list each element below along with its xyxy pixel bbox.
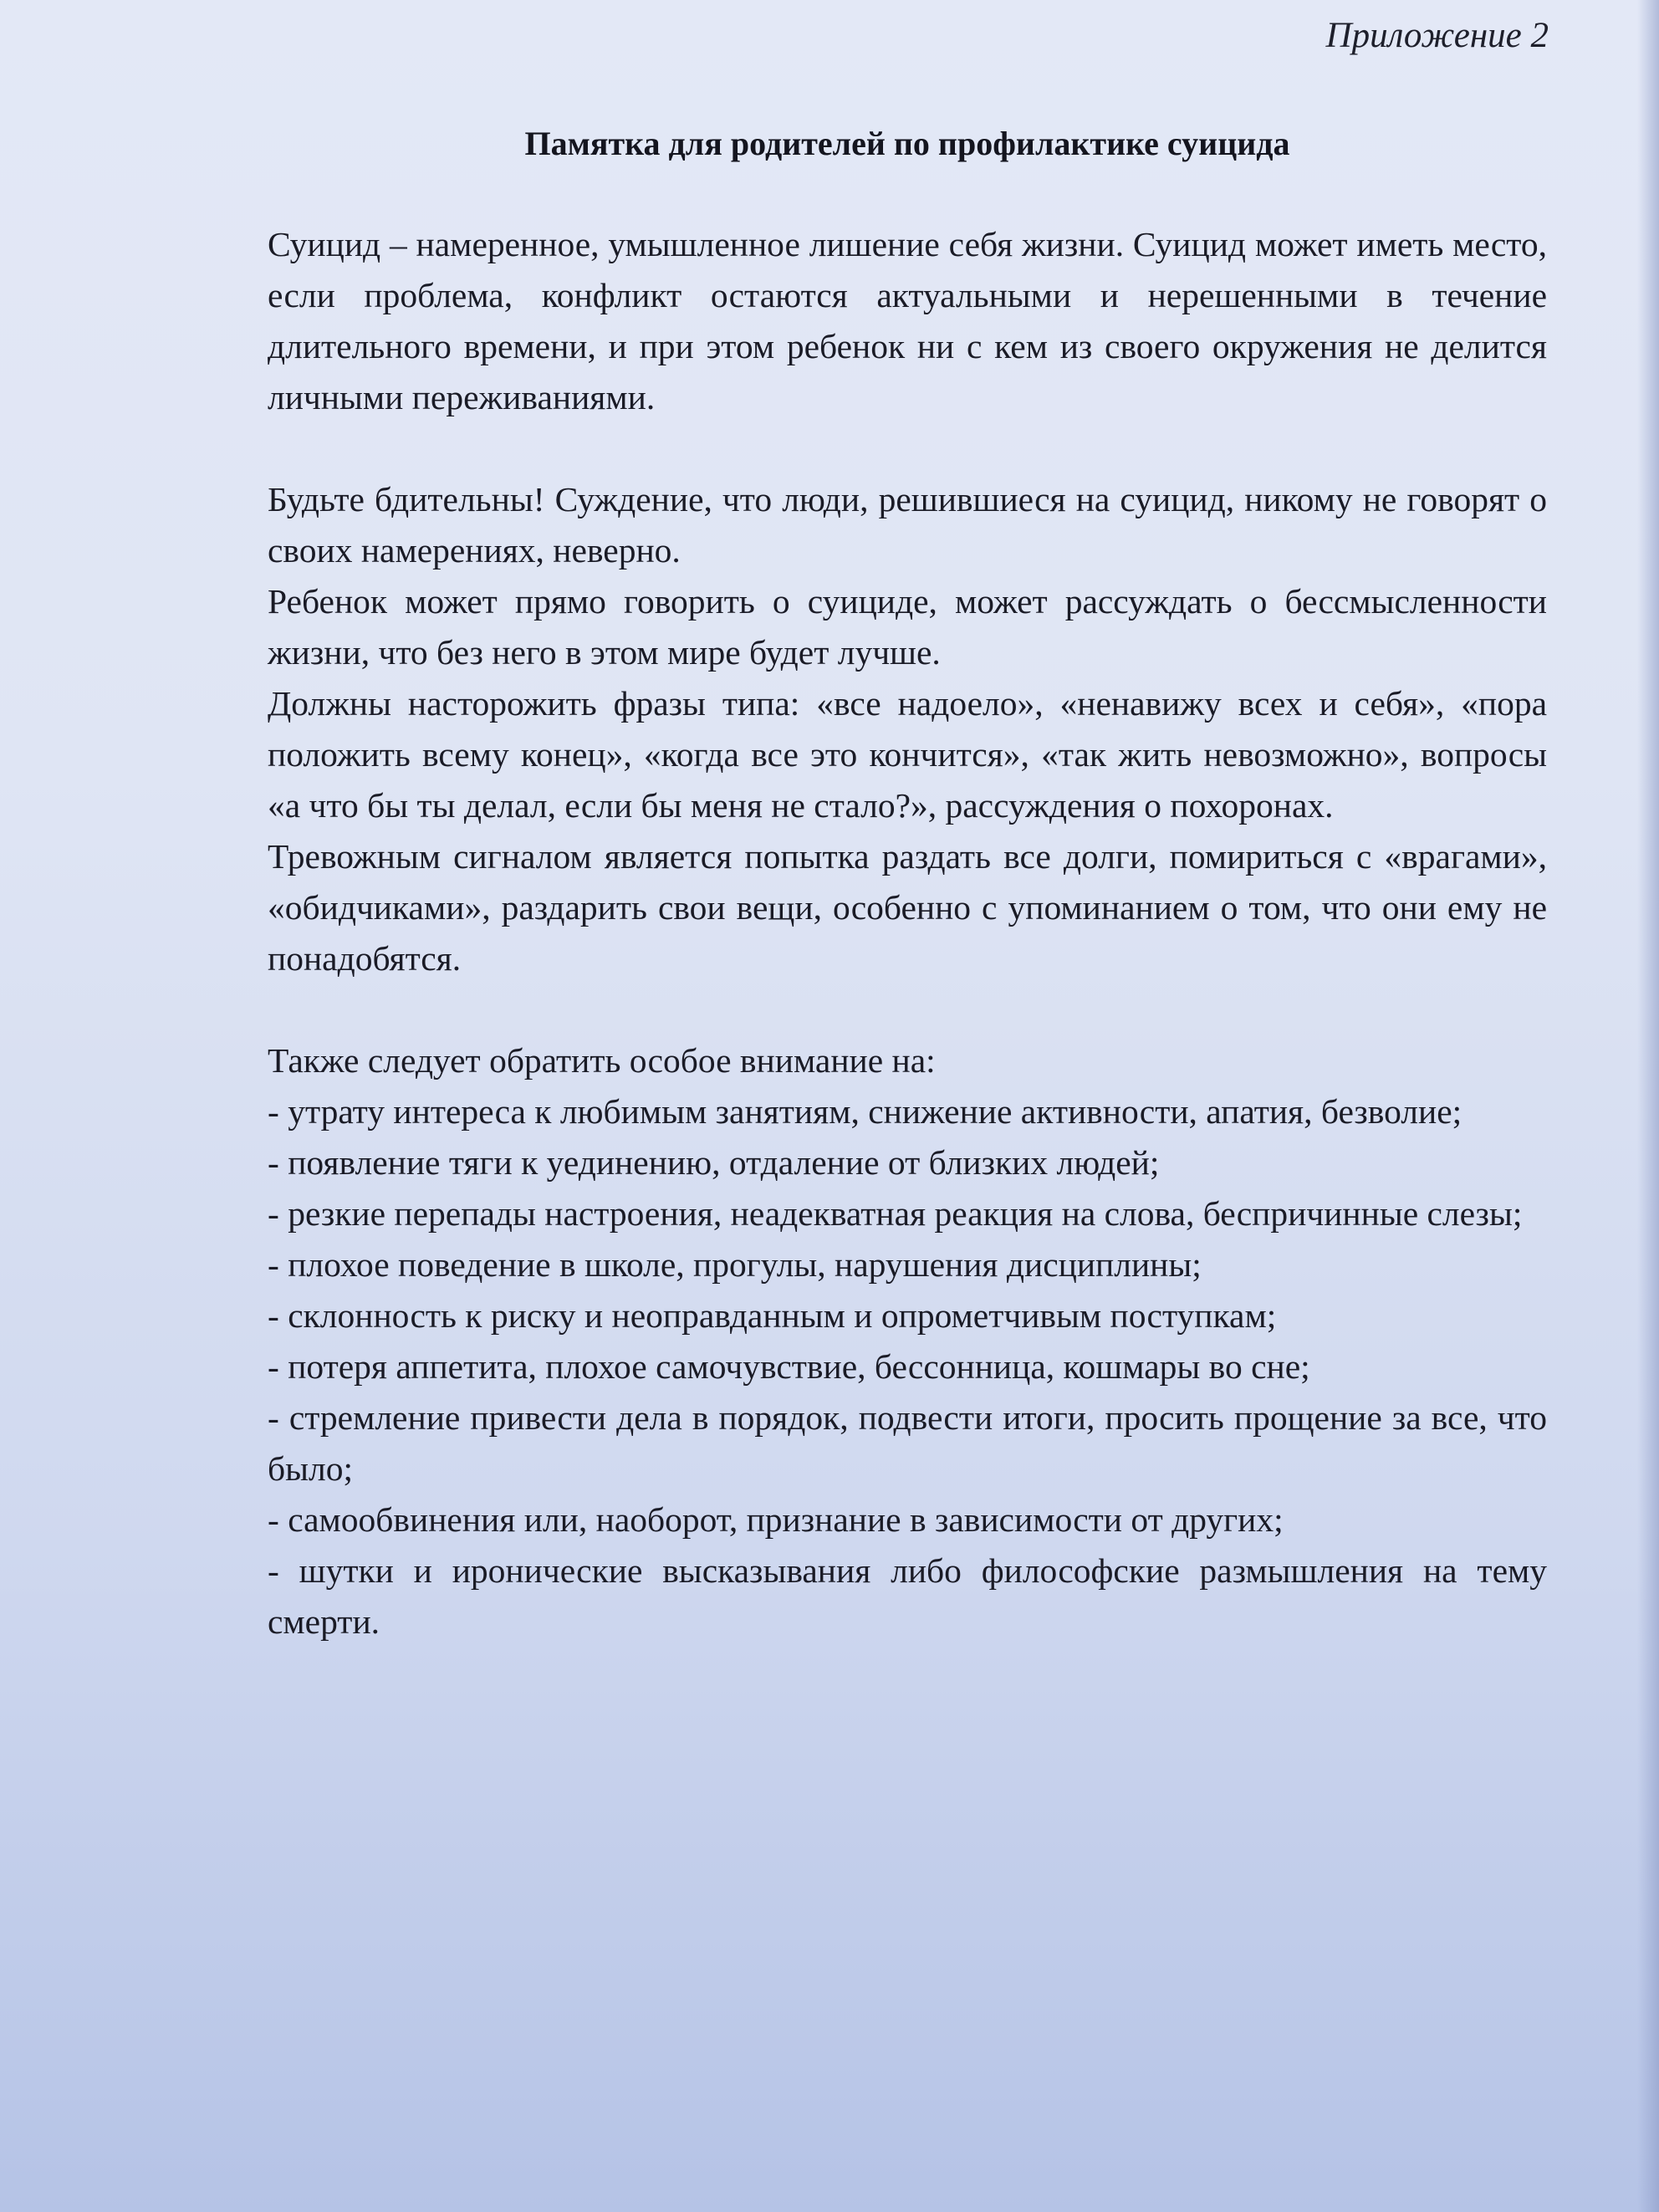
list-item: - резкие перепады настроения, неадекватная реакция на слова, беспричинные слезы; (268, 1194, 1523, 1233)
list-item: - самообвинения или, наоборот, признание в зависимости от других; (268, 1500, 1284, 1539)
page-edge-shadow (1637, 0, 1659, 2212)
list-item: - склонность к риску и неоправданным и опрометчивым поступкам; (268, 1296, 1277, 1335)
list-item: - стремление привести дела в порядок, подвести итоги, просить прощение за все, что было; (268, 1398, 1547, 1488)
paragraph-alarm-signal: Тревожным сигналом является попытка раздать все долги, помириться с «врагами», «обидчиками», раздарить свои вещи, особенно с упоминанием о том, что они ему не понадобятся. (268, 837, 1547, 978)
list-item: - утрату интереса к любимым занятиям, снижение активности, апатия, безволие; (268, 1092, 1462, 1131)
paragraph-spacer (268, 423, 1547, 474)
list-item: - шутки и иронические высказывания либо философские размышления на тему смерти. (268, 1551, 1547, 1641)
appendix-label: Приложение 2 (1325, 16, 1549, 55)
paragraph-direct-talk: Ребенок может прямо говорить о суициде, может рассуждать о бессмысленности жизни, что без него в этом мире будет лучше. (268, 582, 1547, 672)
paragraph-warning-phrases: Должны насторожить фразы типа: «все надоело», «ненавижу всех и себя», «пора положить всему конец», «когда все это кончится», «так жить невозможно», вопросы «а что бы ты делал, если бы меня не стало?», рассуждения о похоронах. (268, 684, 1547, 825)
list-item: - потеря аппетита, плохое самочувствие, бессонница, кошмары во сне; (268, 1347, 1310, 1386)
paragraph-spacer (268, 984, 1547, 1035)
document-body (268, 219, 1547, 1648)
document-title: Памятка для родителей по профилактике суицида (524, 125, 1290, 162)
paragraph-vigilance: Будьте бдительны! Суждение, что люди, решившиеся на суицид, никому не говорят о своих намерениях, неверно. (268, 480, 1547, 570)
attention-intro: Также следует обратить особое внимание на: (268, 1041, 936, 1080)
paragraph-definition: Суицид – намеренное, умышленное лишение себя жизни. Суицид может иметь место, если проблема, конфликт остаются актуальными и нерешенными в течение длительного времени, и при этом ребенок ни с кем из своего окружения не делится личными переживаниями. (268, 225, 1547, 416)
list-item: - плохое поведение в школе, прогулы, нарушения дисциплины; (268, 1245, 1202, 1284)
list-item: - появление тяги к уединению, отдаление от близких людей; (268, 1143, 1160, 1182)
